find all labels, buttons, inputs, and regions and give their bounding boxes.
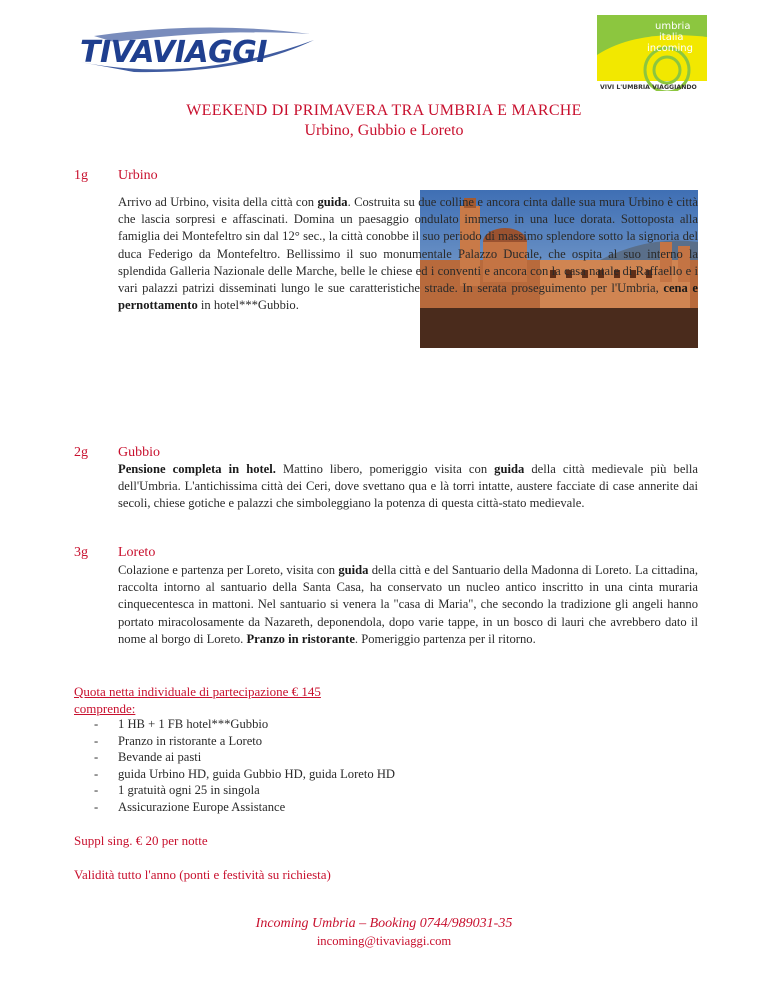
- day2-description: Pensione completa in hotel. Mattino libero, pomeriggio visita con guida della città medievale più bella dell'Umbria. L'antichissima città dei Ceri, dove svettano qua e là torri intatte, austere facciate di case annerite dai secoli, chiese gotiche e palazzi che simboleggiano la potenza di questa città-stato medievale.: [118, 462, 698, 511]
- highlight-pensione: Pensione completa in hotel.: [118, 462, 276, 476]
- booking-line: Incoming Umbria – Booking 0744/989031-35: [255, 916, 513, 931]
- list-item: - 1 HB + 1 FB hotel***Gubbio: [90, 716, 395, 733]
- highlight-cena: cena e pernottamento: [118, 281, 699, 313]
- day2-name: Gubbio: [118, 445, 160, 460]
- footer: [0, 916, 768, 949]
- day1-number: 1g: [74, 168, 88, 183]
- umbria-incoming-badge: [597, 15, 707, 91]
- highlight-guida: guida: [494, 462, 525, 476]
- title-line2: Urbino, Gubbio e Loreto: [304, 122, 464, 139]
- email-link[interactable]: incoming@tivaviaggi.com: [316, 934, 452, 948]
- day1-name: Urbino: [118, 168, 158, 183]
- includes-list: [90, 716, 395, 816]
- highlight-guida: guida: [338, 563, 369, 577]
- validity-note: Validità tutto l'anno (ponti e festività su richiesta): [74, 867, 331, 882]
- list-item: - Pranzo in ristorante a Loreto: [90, 733, 395, 750]
- title-line1: WEEKEND DI PRIMAVERA TRA UMBRIA E MARCHE: [186, 102, 582, 119]
- supplement-note: Suppl sing. € 20 per notte: [74, 833, 208, 848]
- day3-description: Colazione e partenza per Loreto, visita con guida della città e del Santuario della Madonna di Loreto. La cittadina, raccolta intorno al santuario della Santa Casa, ha conservato un nucleo antico inscritto in una cinta muraria cinquecentesca in mattoni. Nel santuario si venera la "casa di Maria", che secondo la tradizione gli angeli hanno portato miracolosamente da Nazareth, deponendola, dopo varie tappe, in un bosco di lauri che avrebbero dato il nome al borgo di Loreto. Pranzo in ristorante. Pomeriggio partenza per il ritorno.: [118, 563, 698, 646]
- price-line: Quota netta individuale di partecipazione € 145: [74, 684, 321, 699]
- highlight-pranzo: Pranzo in ristorante: [246, 631, 355, 646]
- day1-description: Arrivo ad Urbino, visita della città con guida. Costruita su due colline e ancora cinta dalle sua mura Urbino è città che lascia sorpresi e affascinati. Domina un paesaggio ondulato immerso in una luce dorata. Sottoposta alla famiglia dei Montefeltro sin dal 12° sec., la città conobbe il suo periodo di massimo splendore sotto la signoria del duca Federigo da Montefeltro. Bellissimo il suo monumentale Palazzo Ducale, che ospita al suo interno la splendida Galleria Nazionale delle Marche, belle le chiese ed i conventi e ancora con la casa natale di Raffaello e i vari palazzi patrizi disseminati lungo le sue caratteristiche strade. In serata proseguimento per l'Umbria, cena e pernottamento in hotel***Gubbio.: [118, 195, 699, 313]
- list-item: - guida Urbino HD, guida Gubbio HD, guida Loreto HD: [90, 766, 395, 783]
- document-title: [0, 102, 768, 140]
- badge-line1: umbria: [655, 21, 691, 32]
- badge-line3: incoming: [647, 43, 693, 54]
- tivaviaggi-logo: [74, 22, 320, 78]
- list-item: - Bevande ai pasti: [90, 749, 395, 766]
- day2-number: 2g: [74, 445, 88, 460]
- list-item: - 1 gratuità ogni 25 in singola: [90, 782, 395, 799]
- badge-line2: italia: [659, 32, 684, 43]
- price-block: [74, 683, 321, 717]
- includes-label: comprende:: [74, 701, 136, 716]
- day3-number: 3g: [74, 545, 88, 560]
- day3-name: Loreto: [118, 545, 156, 560]
- brand-wordmark: TIVAVIAGGI: [80, 35, 267, 70]
- highlight-guida: guida: [317, 195, 348, 209]
- badge-tagline: VIVI L'UMBRIA VIAGGIANDO: [600, 84, 697, 91]
- list-item: - Assicurazione Europe Assistance: [90, 799, 395, 816]
